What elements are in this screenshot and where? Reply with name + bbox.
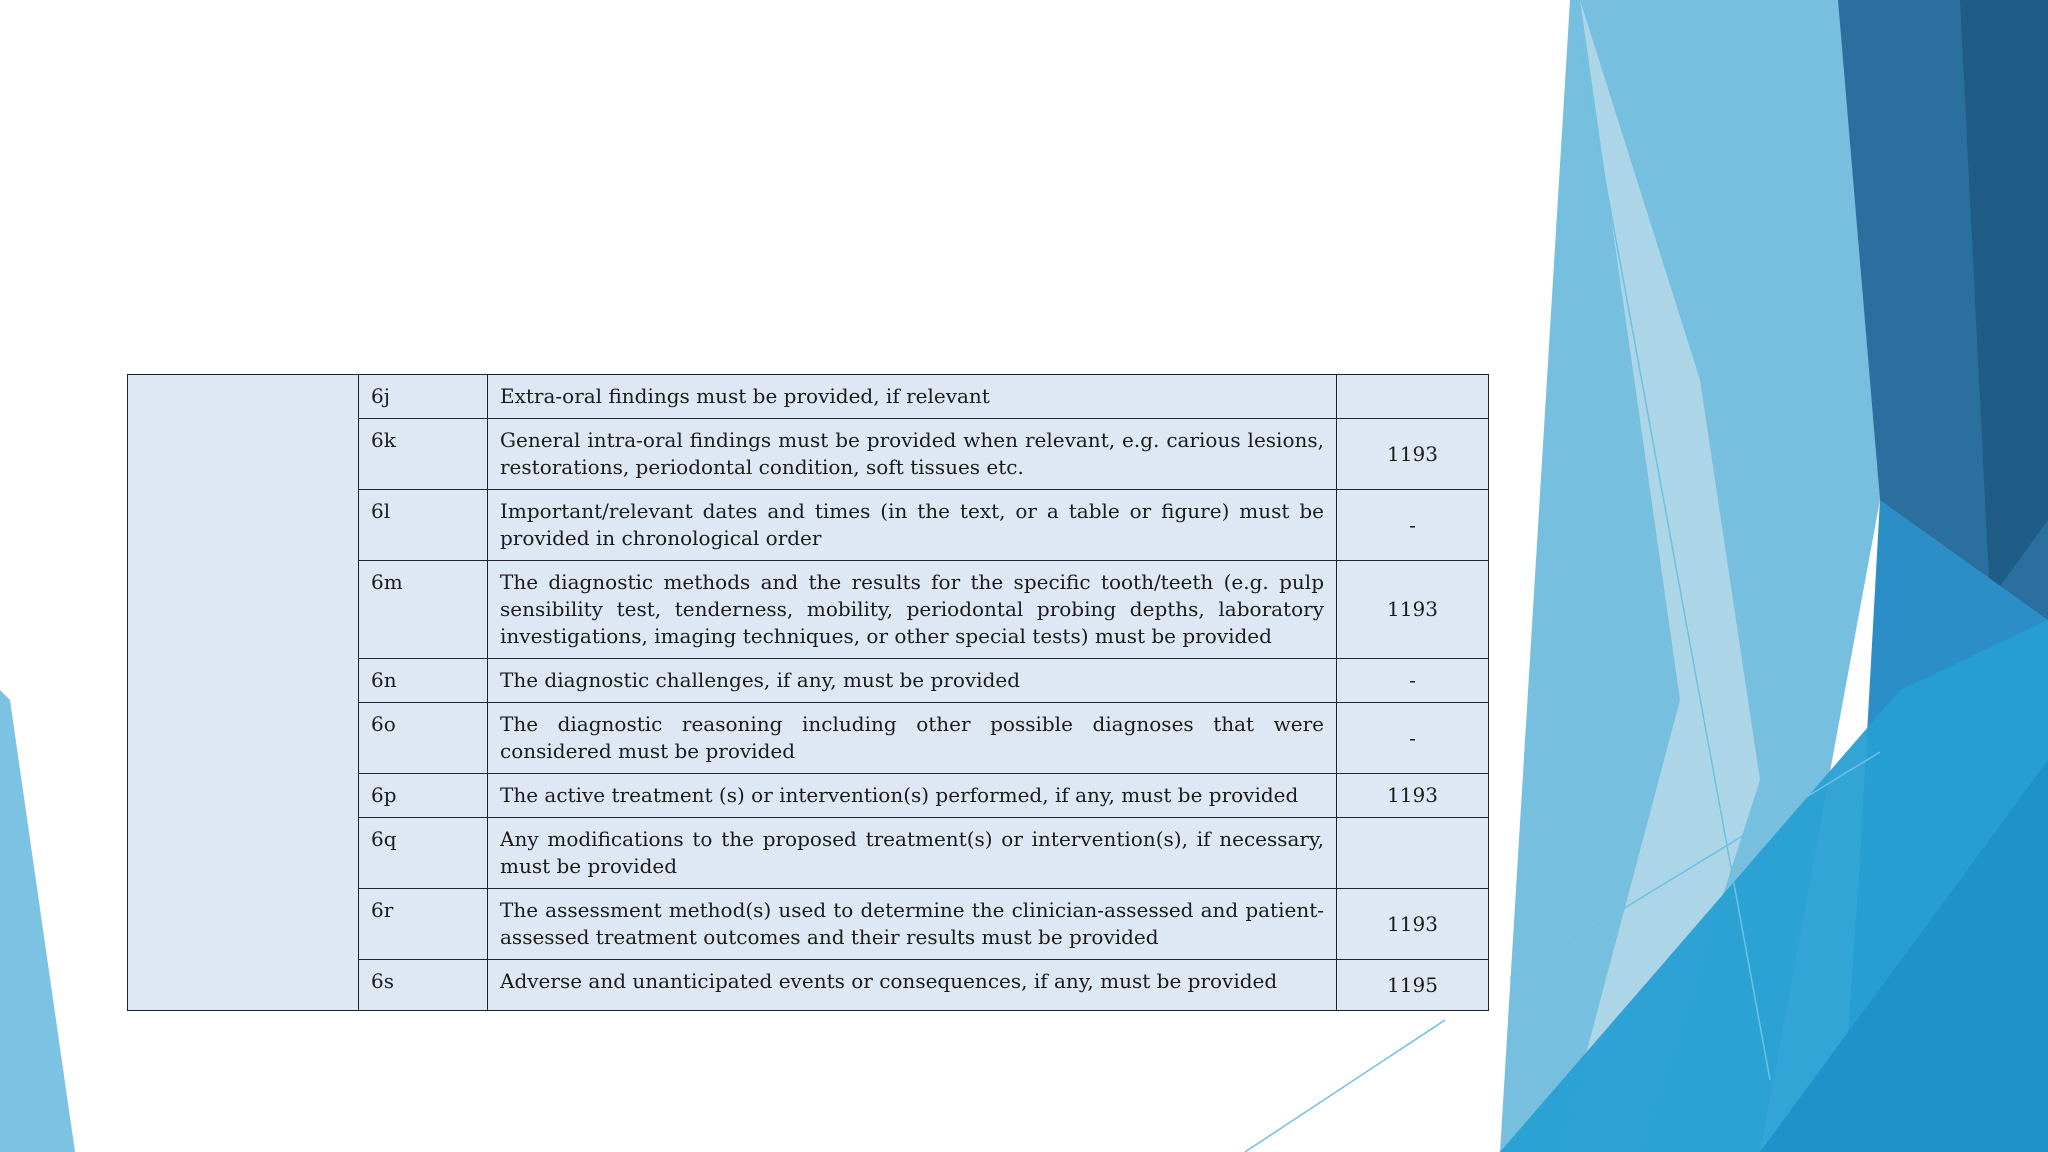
item-ref-cell: 1195 [1337,960,1489,1011]
item-text-cell: Any modifications to the proposed treatment(s) or intervention(s), if necessary, must be provided [488,818,1337,889]
checklist-table [127,374,1489,1011]
item-id-cell: 6m [359,561,488,659]
item-ref-cell: 1193 [1337,774,1489,818]
table-row [128,375,1489,419]
item-text-cell: Important/relevant dates and times (in the text, or a table or figure) must be provided in chronological order [488,490,1337,561]
item-id-cell: 6j [359,375,488,419]
left-edge-accent [0,690,75,1152]
item-text-cell: The assessment method(s) used to determine the clinician-assessed and patient-assessed treatment outcomes and their results must be provided [488,889,1337,960]
item-text-cell: The active treatment (s) or intervention(s) performed, if any, must be provided [488,774,1337,818]
item-ref-cell: - [1337,659,1489,703]
item-id-cell: 6o [359,703,488,774]
item-id-cell: 6n [359,659,488,703]
item-ref-cell: - [1337,490,1489,561]
item-id-cell: 6q [359,818,488,889]
item-text-cell: Extra-oral findings must be provided, if relevant [488,375,1337,419]
item-text-cell: General intra-oral findings must be provided when relevant, e.g. carious lesions, restorations, periodontal condition, soft tissues etc. [488,419,1337,490]
item-id-cell: 6r [359,889,488,960]
item-ref-cell [1337,375,1489,419]
item-id-cell: 6s [359,960,488,1011]
item-text-cell: The diagnostic challenges, if any, must be provided [488,659,1337,703]
item-id-cell: 6p [359,774,488,818]
item-text-cell: The diagnostic methods and the results for the specific tooth/teeth (e.g. pulp sensibility test, tenderness, mobility, periodontal probing depths, laboratory investigations, imaging techniques, or other special tests) must be provided [488,561,1337,659]
item-ref-cell [1337,818,1489,889]
item-ref-cell: 1193 [1337,419,1489,490]
item-id-cell: 6l [359,490,488,561]
checklist-table-container [127,374,1489,1011]
item-id-cell: 6k [359,419,488,490]
item-text-cell: Adverse and unanticipated events or consequences, if any, must be provided [488,960,1337,1011]
item-ref-cell: 1193 [1337,561,1489,659]
item-ref-cell: - [1337,703,1489,774]
bottom-thin-line [1245,1020,1445,1152]
item-text-cell: The diagnostic reasoning including other possible diagnoses that were considered must be provided [488,703,1337,774]
item-ref-cell: 1193 [1337,889,1489,960]
blank-section-cell [128,375,359,1011]
